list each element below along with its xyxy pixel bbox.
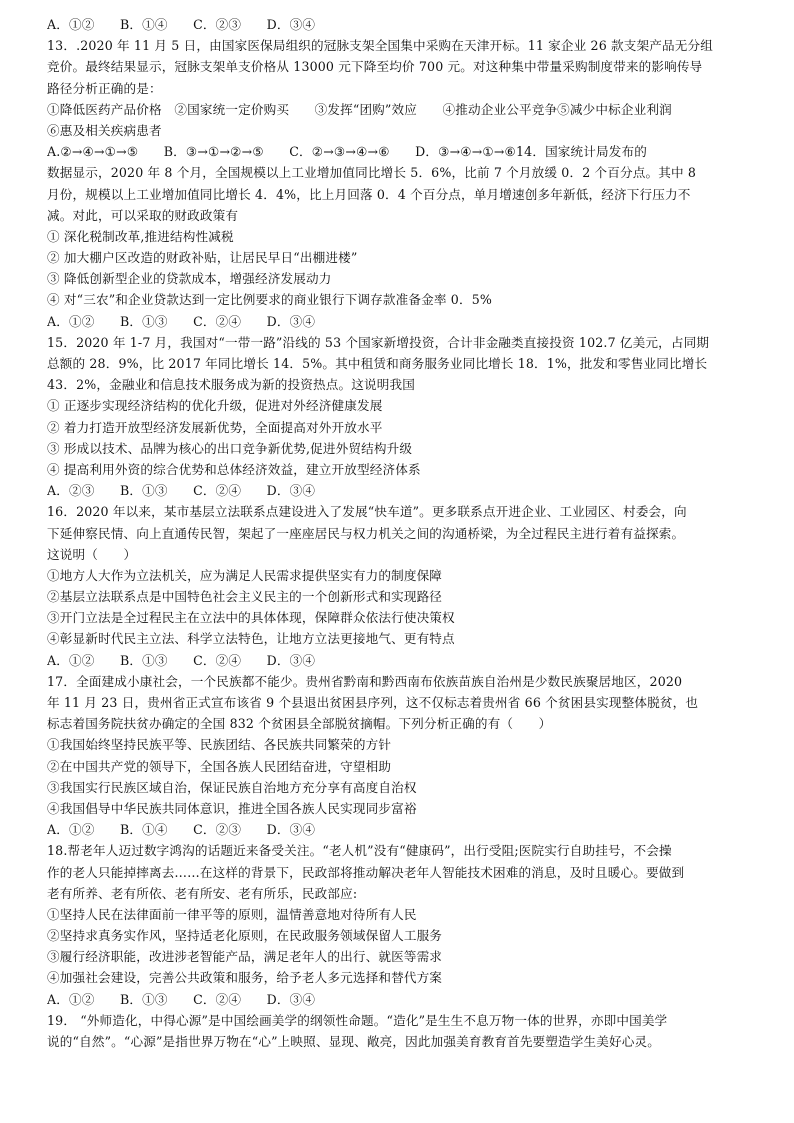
text-line: 路径分析正确的是： bbox=[47, 80, 162, 96]
text-line: 这说明（ ） bbox=[47, 546, 137, 562]
text-line: A．②③ B．①③ C．②④ D．③④ bbox=[47, 483, 316, 499]
text-line: ③我国实行民族区域自治，保证民族自治地方充分享有高度自治权 bbox=[47, 779, 417, 795]
text-line: 13．.2020 年 11 月 5 日，由国家医保局组织的冠脉支架全国集中采购在天津开标。11 家企业 26 款支架产品无分组 bbox=[47, 38, 713, 54]
text-line: A．①② B．①③ C．②④ D．③④ bbox=[47, 652, 316, 668]
text-line: ①我国始终坚持民族平等、民族团结、各民族共同繁荣的方针 bbox=[47, 737, 392, 753]
text-line: 数据显示，2020 年 8 个月，全国规模以上工业增加值同比增长 5．6%，比前 7 个月放缓 0．2 个百分点。其中 8 bbox=[47, 165, 697, 181]
text-line: 18.帮老年人迈过数字鸿沟的话题近来备受关注。“老人机”没有“健康码”，出行受阻;医院实行自助挂号，不会操 bbox=[47, 843, 672, 859]
text-line: ⑥惠及相关疾病患者 bbox=[47, 122, 162, 138]
text-line: A．①② B．①③ C．②④ D．③④ bbox=[47, 313, 316, 329]
text-line: ④彰显新时代民主立法、科学立法特色，让地方立法更接地气、更有特点 bbox=[47, 631, 455, 647]
text-line: ④ 提高利用外资的综合优势和总体经济效益，建立开放型经济体系 bbox=[47, 461, 421, 477]
text-line: 老有所养、老有所依、老有所安、老有所乐，民政部应: bbox=[47, 885, 358, 901]
text-line: 19． “外师造化，中得心源”是中国绘画美学的纲领性命题。“造化”是生生不息万物一体的世界，亦即中国美学 bbox=[47, 1012, 668, 1028]
text-line: ③ 降低创新型企业的贷款成本，增强经济发展动力 bbox=[47, 271, 332, 287]
text-line: 16．2020 年以来，某市基层立法联系点建设进入了发展“快车道”。更多联系点开进企业、工业园区、村委会，向 bbox=[47, 504, 687, 520]
text-line: 说的“自然”。“心源”是指世界万物在“心”上映照、显现、敞亮，因此加强美育教育首先要塑造学生美好心灵。 bbox=[47, 1034, 660, 1049]
text-line: 作的老人只能掉摔离去……在这样的背景下，民政部将推动解决老年人智能技术困难的消息，及时且暖心。要做到 bbox=[47, 864, 685, 880]
text-line: ② 着力打造开放型经济发展新优势，全面提高对外开放水平 bbox=[47, 419, 383, 435]
text-line: 年 11 月 23 日，贵州省正式宣布该省 9 个县退出贫困县序列，这不仅标志着贵州省 66 个贫困县实现整体脱贫，也 bbox=[47, 695, 699, 710]
text-line: ②坚持求真务实作风，坚持适老化原则，在民政服务领域保留人工服务 bbox=[47, 928, 443, 944]
text-line: ④我国倡导中华民族共同体意识，推进全国各族人民实现同步富裕 bbox=[47, 800, 417, 816]
text-line: A．①② B．①④ C．②③ D．③④ bbox=[47, 822, 316, 838]
text-line: ③开门立法是全过程民主在立法中的具体体现，保障群众依法行使决策权 bbox=[47, 610, 455, 626]
text-line: 下延伸察民情、向上直通传民智，架起了一座座居民与权力机关之间的沟通桥梁，为全过程民主进行着有益探索。 bbox=[47, 525, 685, 541]
text-line: A.②→④→①→⑤ B．③→①→②→⑤ C．②→③→④→⑥ D．③→④→①→⑥14．国家统计局发布的 bbox=[47, 144, 648, 160]
text-line: A．①② B．①④ C．②③ D．③④ bbox=[47, 17, 316, 32]
text-line: 月份，规模以上工业增加值同比增长 4．4%，比上月回落 0．4 个百分点，单月增速创多年新低，经济下行压力不 bbox=[47, 186, 691, 202]
text-line: ②基层立法联系点是中国特色社会主义民主的一个创新形式和实现路径 bbox=[47, 589, 443, 605]
text-line: 标志着国务院扶贫办确定的全国 832 个贫困县全部脱贫摘帽。下列分析正确的有（ ） bbox=[47, 716, 552, 732]
text-line: ②在中国共产党的领导下，全国各族人民团结奋进，守望相助 bbox=[47, 758, 392, 774]
text-line: ①降低医药产品价格 ②国家统一定价购买 ③发挥“团购”效应 ④推动企业公平竞争⑤减少中标企业利润 bbox=[47, 101, 672, 117]
text-line: A．①② B．①③ C．②④ D．③④ bbox=[47, 991, 316, 1007]
text-line: ① 正逐步实现经济结构的优化升级，促进对外经济健康发展 bbox=[47, 398, 383, 414]
text-line: 43．2%，金融业和信息技术服务成为新的投资热点。这说明我国 bbox=[47, 377, 415, 393]
text-line: 竞价。最终结果显示，冠脉支架单支价格从 13000 元下降至均价 700 元。对这种集中带量采购制度带来的影响传导 bbox=[47, 59, 703, 75]
text-line: 总额的 28．9%，比 2017 年同比增长 14．5%。其中租赁和商务服务业同比增长 18．1%，批发和零售业同比增长 bbox=[47, 356, 708, 371]
text-line: ①地方人大作为立法机关，应为满足人民需求提供坚实有力的制度保障 bbox=[47, 567, 443, 583]
text-line: 减。对此，可以采取的财政政策有 bbox=[47, 207, 239, 223]
text-line: 15．2020 年 1-7 月，我国对“一带一路”沿线的 53 个国家新增投资，合计非金融类直接投资 102.7 亿美元，占同期 bbox=[47, 334, 710, 350]
text-line: ④ 对“三农”和企业贷款达到一定比例要求的商业银行下调存款准备金率 0．5% bbox=[47, 292, 492, 308]
text-line: ①坚持人民在法律面前一律平等的原则，温情善意地对待所有人民 bbox=[47, 906, 417, 922]
text-line: ③履行经济职能，改进涉老智能产品，满足老年人的出行、就医等需求 bbox=[47, 949, 443, 965]
text-line: 17．全面建成小康社会，一个民族都不能少。贵州省黔南和黔西南布依族苗族自治州是少数民族聚居地区，2020 bbox=[47, 673, 683, 689]
text-line: ③ 形成以技术、品牌为核心的出口竞争新优势,促进外贸结构升级 bbox=[47, 440, 413, 456]
text-line: ① 深化税制改革,推进结构性减税 bbox=[47, 228, 234, 244]
text-line: ④加强社会建设，完善公共政策和服务，给予老人多元选择和替代方案 bbox=[47, 970, 443, 986]
text-line: ② 加大棚户区改造的财政补贴，让居民早日“出棚进楼” bbox=[47, 250, 358, 266]
